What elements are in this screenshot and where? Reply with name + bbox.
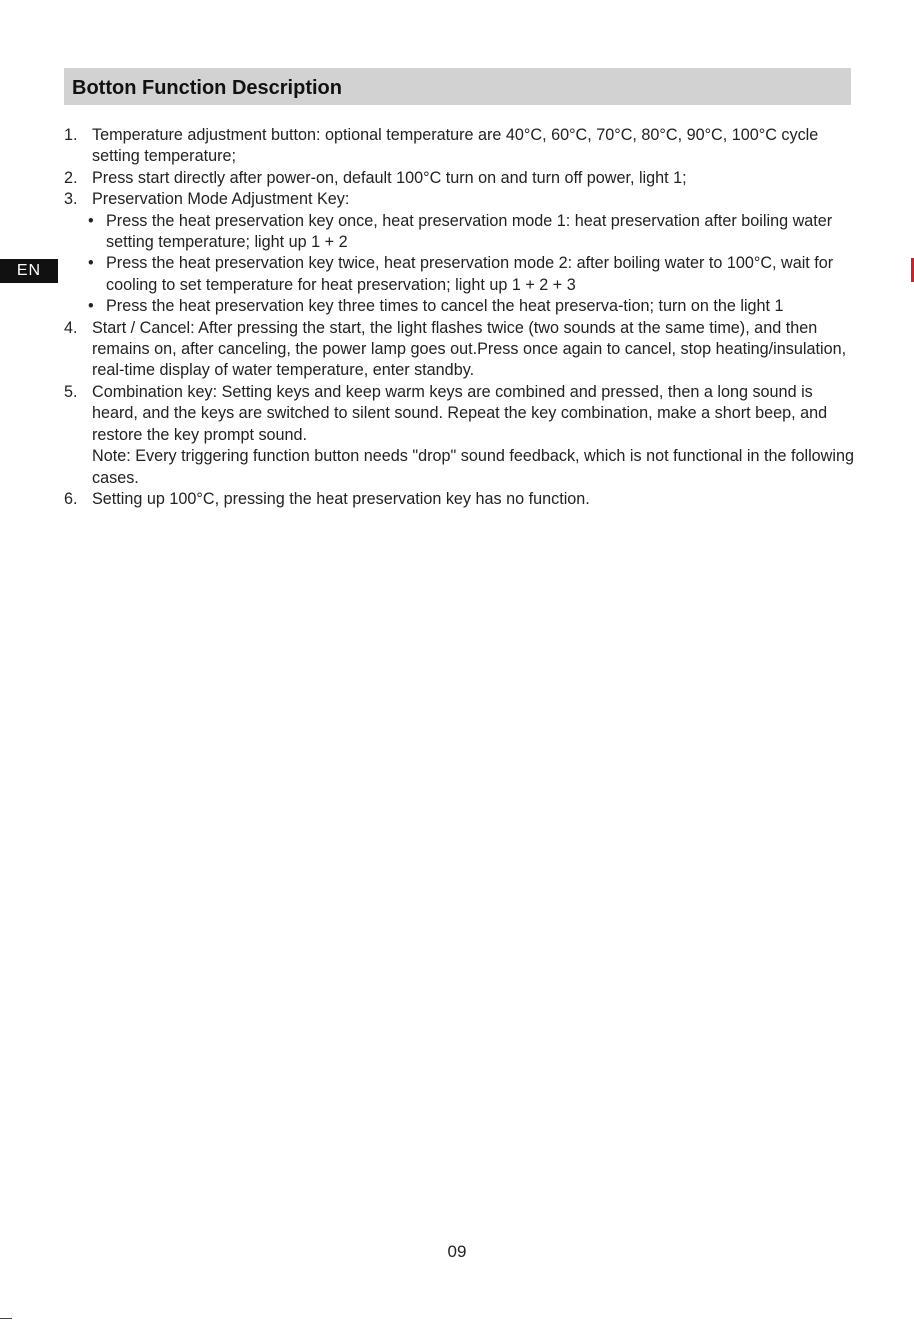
- item-body: [92, 382, 856, 489]
- item-number: 1.: [64, 126, 78, 144]
- bullet-item-1: [88, 211, 856, 254]
- list-item-5: [64, 382, 856, 489]
- item-text: Press start directly after power-on, default 100°C turn on and turn off power, light 1;: [92, 168, 687, 187]
- instruction-list: [64, 125, 856, 510]
- bullet-icon: •: [88, 254, 94, 273]
- list-item-4: [64, 318, 856, 382]
- item-note: Note: Every triggering function button needs "drop" sound feedback, which is not functional in the following cases.: [92, 447, 854, 487]
- crop-mark: [0, 1318, 12, 1319]
- item-number: 3.: [64, 190, 78, 209]
- bullet-text: Press the heat preservation key three times to cancel the heat preserva-tion; turn on the light 1: [106, 297, 784, 316]
- item-text: Preservation Mode Adjustment Key:: [92, 190, 350, 209]
- bullet-text: Press the heat preservation key once, heat preservation mode 1: heat preservation after boiling water setting temperature; light up 1 + 2: [106, 211, 833, 252]
- item-number: 2.: [64, 168, 78, 187]
- bullet-icon: •: [88, 297, 94, 316]
- list-item-3: [64, 189, 856, 210]
- item-number: 5.: [64, 382, 78, 401]
- language-tab: EN: [0, 259, 58, 283]
- bullet-item-3: [88, 296, 856, 317]
- bullet-icon: •: [88, 211, 94, 230]
- item-text: Setting up 100°C, pressing the heat preservation key has no function.: [92, 489, 590, 508]
- bullet-text: Press the heat preservation key twice, heat preservation mode 2: after boiling water to 100°C, wait for cooling to set temperature for heat preservation; light up 1 + 2 + 3: [106, 254, 834, 294]
- section-title: Botton Function Description: [64, 68, 851, 105]
- list-item-2: [64, 168, 856, 189]
- item-number: 4.: [64, 318, 78, 337]
- item-text: Temperature adjustment button: optional temperature are 40°C, 60°C, 70°C, 80°C, 90°C, 100°C cycle setting temperature;: [92, 126, 819, 166]
- item-text: Start / Cancel: After pressing the start, the light flashes twice (two sounds at the same time), and then remains on, after canceling, the power lamp goes out.Press once again to cancel, stop heating/insulation, real-time display of water temperature, enter standby.: [92, 318, 847, 380]
- item-number: 6.: [64, 489, 78, 508]
- list-item-1: [64, 125, 856, 168]
- item-text: Combination key: Setting keys and keep warm keys are combined and pressed, then a long sound is heard, and the keys are switched to silent sound. Repeat the key combination, make a short beep, and restore the key prompt sound.: [92, 382, 828, 444]
- bullet-item-2: [88, 253, 856, 296]
- page-number: 09: [447, 1242, 467, 1261]
- list-item-6: [64, 489, 856, 510]
